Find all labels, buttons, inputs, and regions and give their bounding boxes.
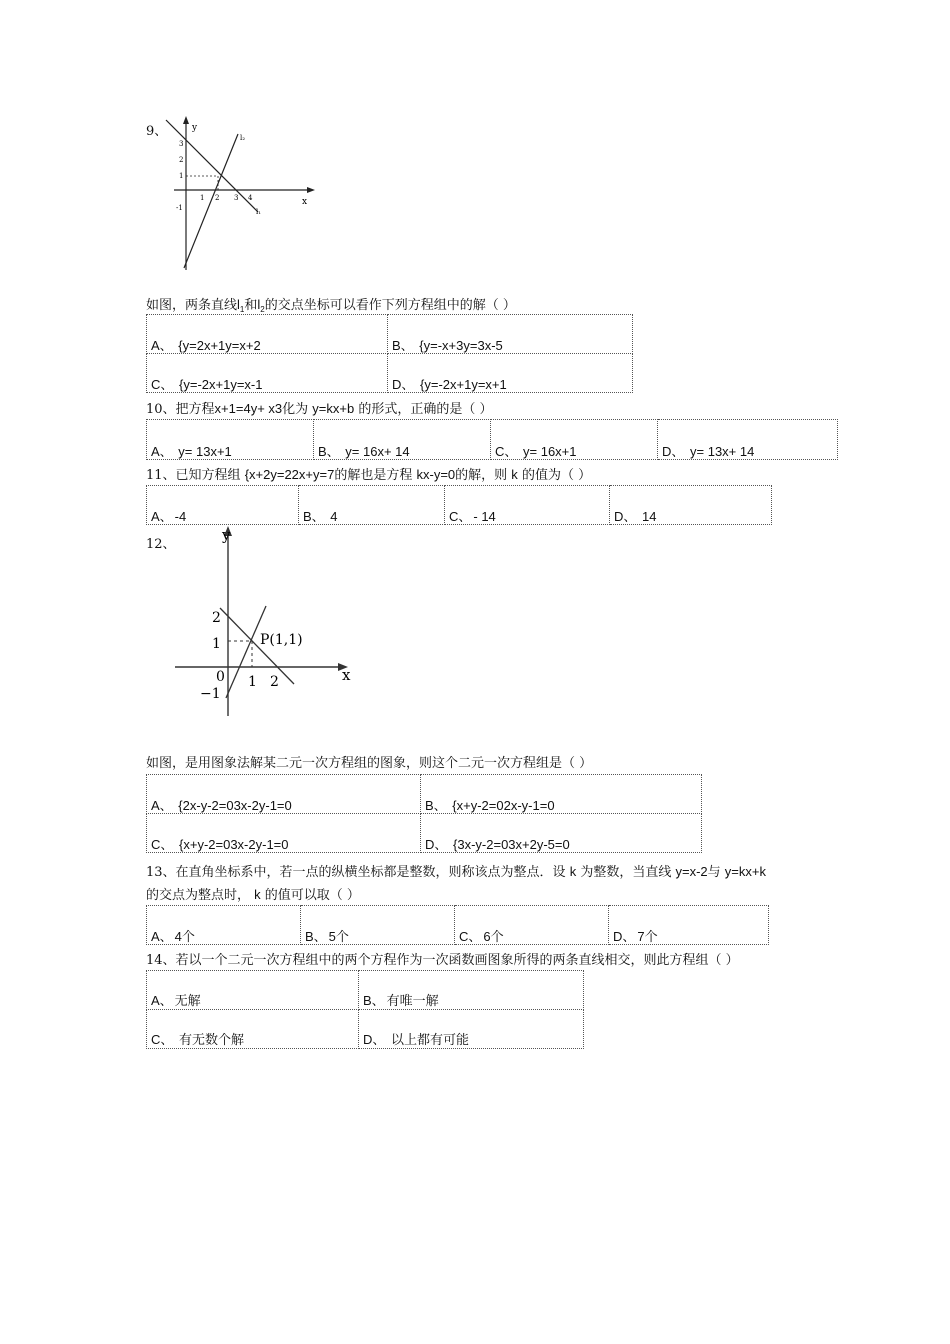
q9-y-label: y xyxy=(192,123,198,133)
q10-eq1: x+1=4y+ x3 xyxy=(214,401,283,416)
q12-options xyxy=(146,774,702,853)
q9-l1-label: l₁ xyxy=(256,208,262,216)
q10-option-b[interactable]: B、 y= 16x+ 14 xyxy=(314,420,491,460)
q9-option-a[interactable]: A、 {y=2x+1y=x+2 xyxy=(147,315,388,354)
q14-option-d[interactable]: D、 以上都有可能 xyxy=(359,1010,584,1049)
q14-stem: 14、若以一个二元一次方程组中的两个方程作为一次函数画图象所得的两条直线相交，则此方程组（ ） xyxy=(146,953,739,968)
q12-number: 12、 xyxy=(146,537,176,552)
q11-option-a[interactable]: A、 -4 xyxy=(147,486,299,525)
q11-option-d[interactable]: D、 14 xyxy=(610,486,772,525)
q13-line1-pre: 13、在直角坐标系中，若一点的纵横坐标都是整数，则称该点为整点．设 xyxy=(146,865,566,880)
q9-xtick-1: 1 xyxy=(200,194,205,202)
q12-xtick-1: 1 xyxy=(248,674,257,690)
q13-stem-line2 xyxy=(146,887,360,904)
q12-option-d[interactable]: D、 {3x-y-2=03x+2y-5=0 xyxy=(421,814,702,853)
q9-option-d[interactable]: D、 {y=-2x+1y=x+1 xyxy=(388,354,633,393)
q10-option-d[interactable]: D、 y= 13x+ 14 xyxy=(658,420,838,460)
q11-stem-pre: 11、已知方程组 xyxy=(146,468,241,483)
q10-option-c[interactable]: C、 y= 16x+1 xyxy=(491,420,658,460)
q13-option-d[interactable]: D、 7个 xyxy=(609,906,769,945)
q9-options xyxy=(146,314,633,393)
q10-mid: 化为 xyxy=(282,402,309,417)
q9-option-b[interactable]: B、 {y=-x+3y=3x-5 xyxy=(388,315,633,354)
q12-graph xyxy=(170,524,360,719)
q9-ytick-3: 3 xyxy=(179,140,184,148)
q13-eq1: y=x-2 xyxy=(675,864,708,879)
q13-line2-post: 的值可以取（ ） xyxy=(264,888,360,903)
q9-number: 9、 xyxy=(146,124,168,139)
q11-option-c[interactable]: C、 - 14 xyxy=(445,486,610,525)
q13-stem-line1 xyxy=(146,864,766,881)
q12-x-label: x xyxy=(342,666,351,684)
q13-options xyxy=(146,905,769,945)
q10-stem-pre: 10、把方程 xyxy=(146,402,215,417)
q13-option-c[interactable]: C、 6个 xyxy=(455,906,609,945)
q14-option-a[interactable]: A、 无解 xyxy=(147,971,359,1010)
q9-l2-label: l₂ xyxy=(240,134,246,142)
q11-k: k xyxy=(511,467,518,482)
q9-stem-post: 的交点坐标可以看作下列方程组中的解（ ） xyxy=(264,298,516,313)
q10-option-a[interactable]: A、 y= 13x+1 xyxy=(147,420,314,460)
q9-ytick-neg1: -1 xyxy=(176,204,183,212)
q9-option-c[interactable]: C、 {y=-2x+1y=x-1 xyxy=(147,354,388,393)
q14-options xyxy=(146,970,584,1049)
q9-ytick-2: 2 xyxy=(179,156,184,164)
q13-eq2: y=kx+k xyxy=(724,864,766,879)
q11-options xyxy=(146,485,772,525)
q9-xtick-3: 3 xyxy=(234,194,239,202)
q9-ytick-1: 1 xyxy=(179,172,184,180)
q12-ytick-neg1: −1 xyxy=(200,686,221,702)
q12-ytick-2: 2 xyxy=(212,610,221,626)
q13-line1-and: 与 xyxy=(707,865,721,880)
q14-option-b[interactable]: B、 有唯一解 xyxy=(359,971,584,1010)
q12-option-a[interactable]: A、 {2x-y-2=03x-2y-1=0 xyxy=(147,775,421,814)
q14-option-c[interactable]: C、 有无数个解 xyxy=(147,1010,359,1049)
q11-system: {x+2y=22x+y=7 xyxy=(244,467,335,482)
q11-option-b[interactable]: B、 4 xyxy=(299,486,445,525)
q12-option-c[interactable]: C、 {x+y-2=03x-2y-1=0 xyxy=(147,814,421,853)
q12-origin: 0 xyxy=(216,669,225,685)
q12-stem: 如图，是用图象法解某二元一次方程组的图象，则这个二元一次方程组是（ ） xyxy=(146,756,593,771)
q11-eq: kx-y=0 xyxy=(416,467,456,482)
q9-line-l2 xyxy=(184,134,238,268)
q9-xtick-4: 4 xyxy=(248,194,253,202)
q9-l1: $l_1$ xyxy=(237,297,245,314)
q9-l2: $l_2$ xyxy=(257,297,265,314)
q9-xtick-2: 2 xyxy=(215,194,220,202)
q10-stem-post: 的形式，正确的是（ ） xyxy=(358,402,493,417)
q12-ytick-1: 1 xyxy=(212,636,221,652)
q12-xtick-2: 2 xyxy=(270,674,279,690)
q12-option-b[interactable]: B、 {x+y-2=02x-y-1=0 xyxy=(421,775,702,814)
q11-mid1: 的解也是方程 xyxy=(334,468,413,483)
q12-y-label: y xyxy=(222,526,231,544)
q13-line1-mid: 为整数，当直线 xyxy=(580,865,672,880)
q11-stem-post: 的值为（ ） xyxy=(521,468,592,483)
q9-stem-pre: 如图，两条直线 xyxy=(146,298,238,313)
q9-graph xyxy=(160,112,320,272)
q9-x-label: x xyxy=(302,197,308,207)
q13-line2-pre: 的交点为整点时， xyxy=(146,888,251,903)
q13-option-b[interactable]: B、 5个 xyxy=(301,906,455,945)
q13-k1: k xyxy=(569,864,577,879)
q9-and: 和 xyxy=(244,298,258,313)
q13-k2: k xyxy=(254,887,261,902)
q11-stem xyxy=(146,467,591,484)
q11-mid2: 的解，则 xyxy=(455,468,508,483)
q12-point-label: P(1,1) xyxy=(260,632,303,648)
q13-option-a[interactable]: A、 4个 xyxy=(147,906,301,945)
q10-stem xyxy=(146,401,492,418)
q10-eq2: y=kx+b xyxy=(312,401,355,416)
q10-options xyxy=(146,419,838,460)
